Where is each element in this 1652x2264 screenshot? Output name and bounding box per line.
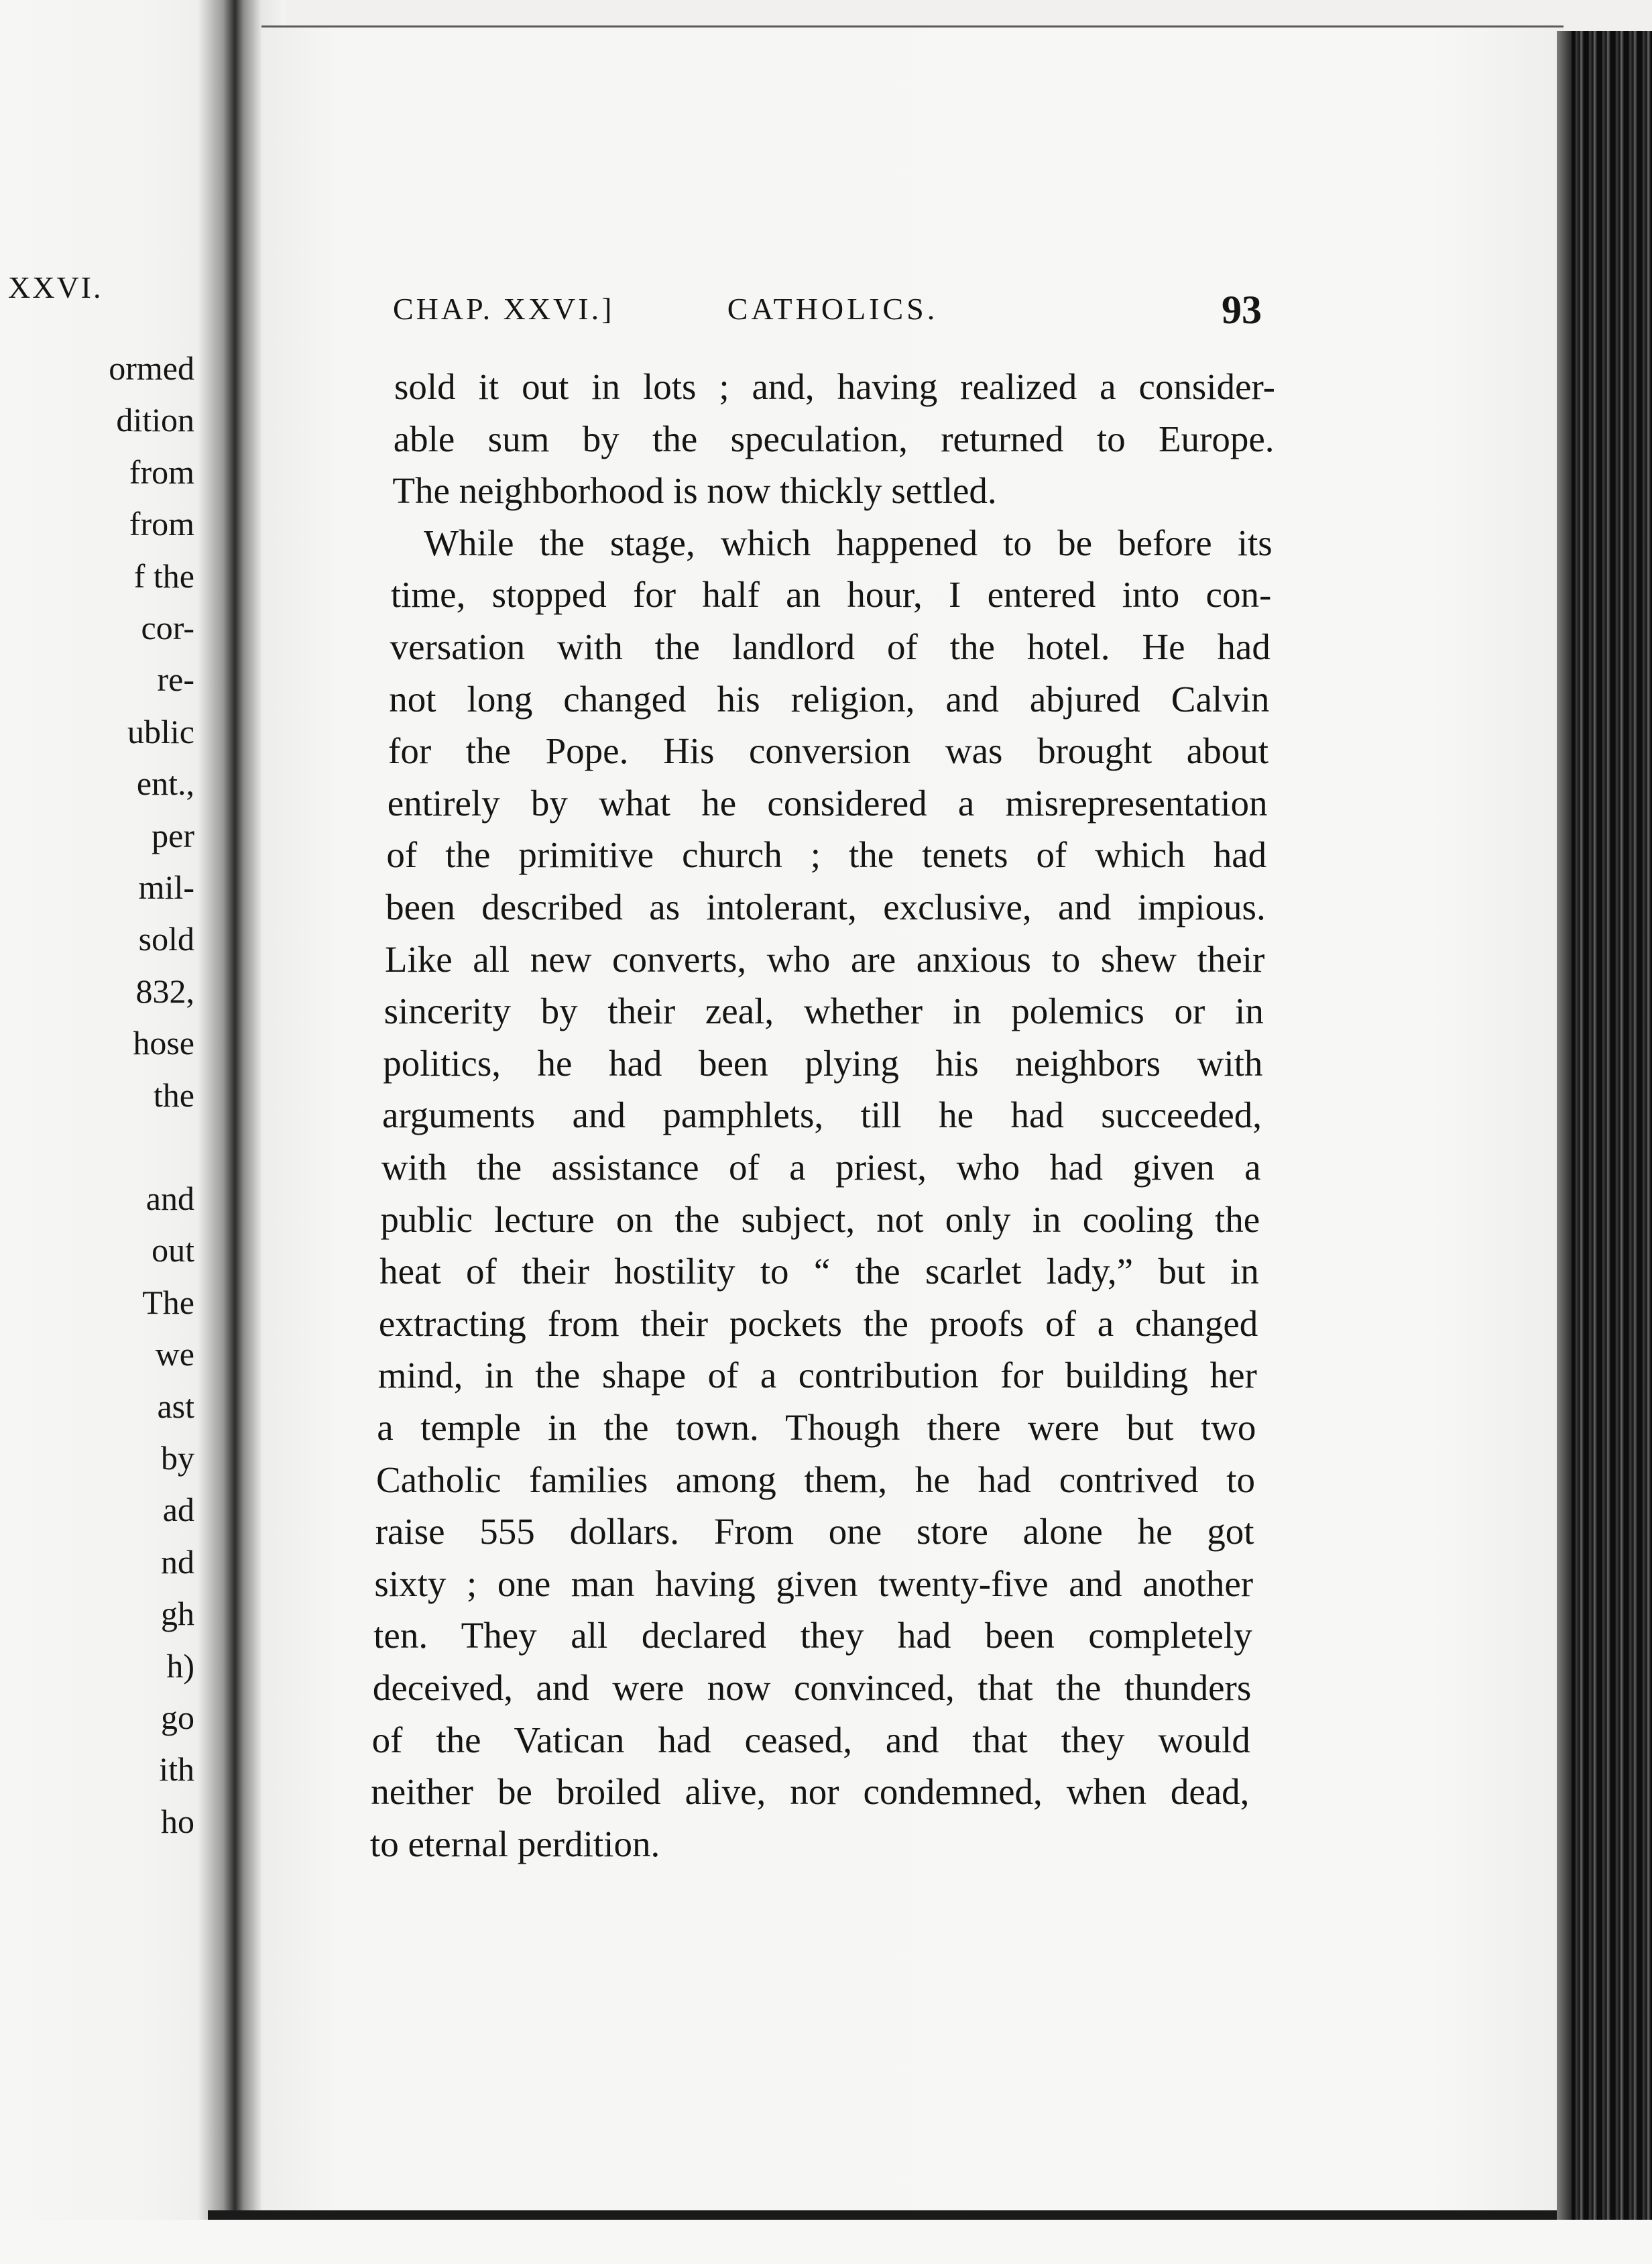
text-line: able sum by the speculation, returned to Europe.: [393, 418, 1275, 459]
chapter-label: CHAP. XXVI.]: [393, 292, 615, 326]
previous-page-line: sold: [138, 920, 194, 958]
text-line: sincerity by their zeal, whether in polemics or in: [384, 990, 1264, 1032]
previous-page-line: ast: [157, 1387, 194, 1425]
text-line: for the Pope. His conversion was brought about: [388, 730, 1268, 772]
page-number: 93: [1222, 288, 1262, 332]
previous-page-line: hose: [133, 1024, 194, 1062]
previous-page-line: out: [152, 1231, 194, 1269]
text-line: While the stage, which happened to be before its: [424, 522, 1273, 563]
previous-page-line: The: [142, 1283, 194, 1321]
previous-page-line: re-: [157, 661, 194, 699]
previous-page-line: nd: [161, 1542, 194, 1581]
text-line: politics, he had been plying his neighbors with: [383, 1042, 1263, 1084]
previous-page-line: from: [129, 505, 194, 543]
previous-page-line: by: [161, 1439, 194, 1477]
scan-margin: [0, 2220, 1652, 2264]
running-head: [393, 288, 1266, 335]
previous-page-line: f the: [133, 557, 194, 595]
text-line: sixty ; one man having given twenty-five and another: [374, 1563, 1254, 1604]
text-line: versation with the landlord of the hotel. He had: [390, 626, 1271, 667]
previous-page-line: go: [161, 1699, 194, 1736]
previous-page-line: ad: [162, 1491, 194, 1529]
text-line: extracting from their pockets the proofs of a changed: [378, 1302, 1258, 1344]
text-line: sold it out in lots ; and, having realized a consider-: [394, 366, 1275, 407]
text-line: of the Vatican had ceased, and that they would: [371, 1719, 1250, 1760]
text-line: not long changed his religion, and abjured Calvin: [389, 678, 1270, 720]
previous-page-line: gh: [161, 1595, 194, 1633]
text-line: public lecture on the subject, not only in cooling the: [380, 1198, 1260, 1240]
previous-page-line: and: [145, 1180, 194, 1217]
previous-page: [0, 0, 221, 2264]
previous-page-line: mil-: [138, 868, 194, 906]
text-line: deceived, and were now convinced, that the thunders: [372, 1667, 1252, 1708]
chapter-title: CATHOLICS.: [727, 292, 939, 326]
previous-page-running-head: XXVI.: [8, 270, 103, 304]
text-line: entirely by what he considered a misrepresentation: [387, 782, 1268, 824]
text-line: The neighborhood is now thickly settled.: [392, 470, 997, 512]
previous-page-line: ho: [161, 1802, 194, 1840]
text-line: time, stopped for half an hour, I entered into con-: [390, 574, 1272, 616]
previous-page-line: per: [152, 816, 194, 854]
previous-page-line: we: [155, 1335, 194, 1373]
text-line: of the primitive church ; the tenets of which had: [386, 834, 1267, 876]
previous-page-line: 832,: [135, 972, 194, 1010]
previous-page-line: the: [153, 1076, 194, 1114]
text-line: raise 555 dollars. From one store alone he got: [375, 1511, 1254, 1552]
text-line: heat of their hostility to “ the scarlet lady,” but in: [379, 1251, 1259, 1292]
text-line: a temple in the town. Though there were but two: [377, 1407, 1256, 1448]
previous-page-line: ormed: [109, 349, 194, 387]
previous-page-line: ublic: [127, 712, 194, 750]
text-line: Like all new converts, who are anxious to shew their: [384, 938, 1265, 980]
fore-edge-highlight: [1557, 31, 1572, 2220]
text-line: been described as intolerant, exclusive, and impious.: [386, 887, 1266, 927]
text-line: Catholic families among them, he had contrived to: [376, 1459, 1255, 1500]
text-line: to eternal perdition.: [370, 1823, 660, 1864]
previous-page-line: ith: [159, 1750, 194, 1789]
previous-page-line: ent.,: [136, 765, 194, 803]
previous-page-line: dition: [116, 401, 194, 439]
text-line: mind, in the shape of a contribution for building her: [377, 1355, 1257, 1396]
text-line: with the assistance of a priest, who had given a: [381, 1147, 1261, 1188]
previous-page-line: cor-: [141, 609, 194, 646]
text-line: neither be broiled alive, nor condemned, when dead,: [371, 1771, 1250, 1813]
previous-page-line: h): [166, 1646, 194, 1685]
text-line: ten. They all declared they had been completely: [373, 1615, 1252, 1656]
previous-page-line: from: [129, 453, 194, 491]
text-line: arguments and pamphlets, till he had succeeded,: [382, 1094, 1262, 1136]
page-bottom-edge: [208, 2210, 1562, 2220]
